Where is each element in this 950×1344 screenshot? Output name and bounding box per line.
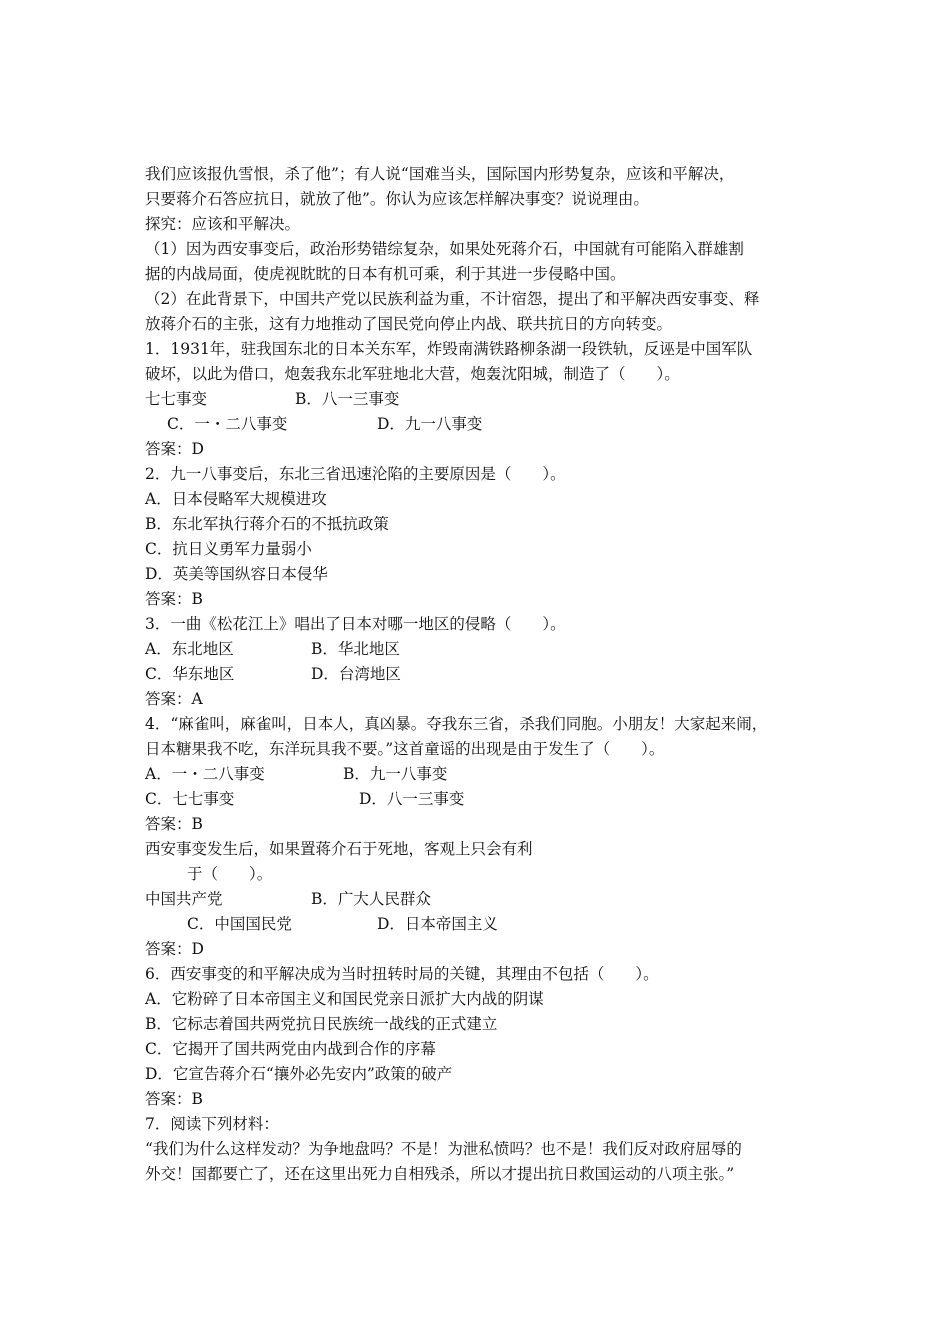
text-line: （2）在此背景下，中国共产党以民族利益为重，不计宿怨，提出了和平解决西安事变、释 xyxy=(145,290,760,308)
option-c: C．华东地区 xyxy=(145,665,235,683)
text-line: 于（ ）。 xyxy=(187,865,273,883)
text-line: 日本糖果我不吃，东洋玩具我不要。”这首童谣的出现是由于发生了（ ）。 xyxy=(145,740,665,758)
text-line: 探究：应该和平解决。 xyxy=(145,215,301,233)
quote-line: “我们为什么这样发动？为争地盘吗？不是！为泄私愤吗？也不是！我们反对政府屈辱的 xyxy=(145,1140,742,1158)
question-2-stem: 2．九一八事变后，东北三省迅速沦陷的主要原因是（ ）。 xyxy=(145,465,566,483)
quote-line: 外交！国都要亡了，还在这里出死力自相残杀，所以才提出抗日救国运动的八项主张。” xyxy=(145,1165,735,1183)
text-line: 放蒋介石的主张，这有力地推动了国民党向停止内战、联共抗日的方向转变。 xyxy=(145,315,673,333)
option-d: D．它宣告蒋介石“攘外必先安内”政策的破产 xyxy=(145,1065,453,1083)
answer: 答案：D xyxy=(145,440,204,458)
option-c: C．一・二八事变 xyxy=(167,415,288,433)
option-a: A．一・二八事变 xyxy=(145,765,265,783)
question-5-stem: 西安事变发生后，如果置蒋介石于死地，客观上只会有利 xyxy=(145,840,533,858)
question-3-stem: 3．一曲《松花江上》唱出了日本对哪一地区的侵略（ ）。 xyxy=(145,615,566,633)
option-b: B．东北军执行蒋介石的不抵抗政策 xyxy=(145,515,389,533)
question-6-stem: 6．西安事变的和平解决成为当时扭转时局的关键，其理由不包括（ ）。 xyxy=(145,965,659,983)
text-line: 据的内战局面，使虎视眈眈的日本有机可乘，利于其进一步侵略中国。 xyxy=(145,265,626,283)
option-d: D．日本帝国主义 xyxy=(377,915,498,933)
option-d: D．九一八事变 xyxy=(377,415,483,433)
text-line: 只要蒋介石答应抗日，就放了他”。你认为应该怎样解决事变？说说理由。 xyxy=(145,190,649,208)
option-d: D．八一三事变 xyxy=(359,790,465,808)
option-a: 七七事变 xyxy=(145,390,208,408)
option-c: C．抗日义勇军力量弱小 xyxy=(145,540,312,558)
option-a: 中国共产党 xyxy=(145,890,223,908)
question-1-stem: 1．1931年，驻我国东北的日本关东军，炸毁南满铁路柳条湖一段铁轨，反诬是中国军队 xyxy=(145,340,753,358)
answer: 答案：A xyxy=(145,690,203,708)
option-b: B．它标志着国共两党抗日民族统一战线的正式建立 xyxy=(145,1015,498,1033)
answer: 答案：D xyxy=(145,940,204,958)
option-d: D．台湾地区 xyxy=(311,665,401,683)
option-b: B．广大人民群众 xyxy=(311,890,431,908)
text-line: 破坏，以此为借口，炮轰我东北军驻地北大营，炮轰沈阳城，制造了（ ）。 xyxy=(145,365,680,383)
question-4-stem: 4．“麻雀叫，麻雀叫，日本人，真凶暴。夺我东三省，杀我们同胞。小朋友！大家起来闹， xyxy=(145,715,768,733)
text-line: 我们应该报仇雪恨，杀了他”；有人说“国难当头，国际国内形势复杂，应该和平解决， xyxy=(145,165,735,183)
option-a: A．东北地区 xyxy=(145,640,234,658)
option-c: C．中国国民党 xyxy=(187,915,292,933)
answer: 答案：B xyxy=(145,590,203,608)
option-a: A．日本侵略军大规模进攻 xyxy=(145,490,327,508)
option-d: D．英美等国纵容日本侵华 xyxy=(145,565,328,583)
option-b: B．华北地区 xyxy=(311,640,400,658)
question-7-stem: 7．阅读下列材料： xyxy=(145,1115,279,1133)
option-b: B．九一八事变 xyxy=(343,765,448,783)
option-b: B．八一三事变 xyxy=(295,390,400,408)
answer: 答案：B xyxy=(145,815,203,833)
text-line: （1）因为西安事变后，政治形势错综复杂，如果处死蒋介石，中国就有可能陷入群雄割 xyxy=(145,240,744,258)
option-c: C．七七事变 xyxy=(145,790,235,808)
answer: 答案：B xyxy=(145,1090,203,1108)
option-c: C．它揭开了国共两党由内战到合作的序幕 xyxy=(145,1040,436,1058)
option-a: A．它粉碎了日本帝国主义和国民党亲日派扩大内战的阴谋 xyxy=(145,990,544,1008)
